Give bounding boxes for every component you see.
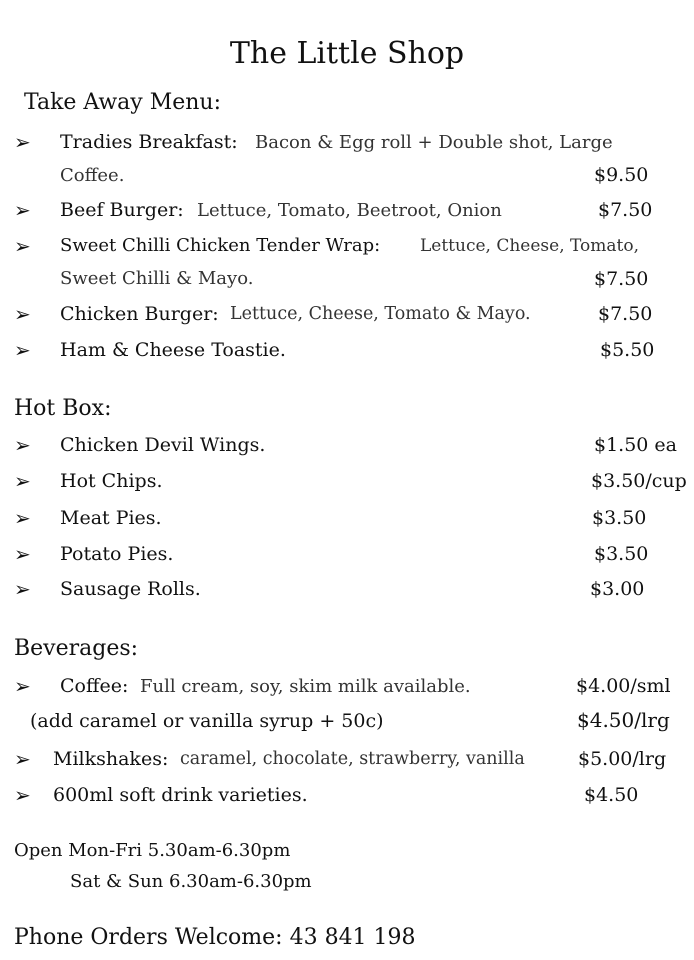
- item-name: Chicken Burger:: [60, 303, 219, 325]
- item-price: $7.50: [598, 303, 653, 325]
- bullet-arrow-icon: ➢: [14, 433, 31, 457]
- bullet-arrow-icon: ➢: [14, 130, 31, 154]
- item-description: Full cream, soy, skim milk available.: [140, 676, 471, 697]
- opening-hours-weekday: Open Mon-Fri 5.30am-6.30pm: [14, 840, 291, 861]
- item-name: Potato Pies.: [60, 543, 174, 565]
- item-name: Chicken Devil Wings.: [60, 434, 266, 456]
- section-heading-takeaway: Take Away Menu:: [24, 90, 221, 115]
- bullet-arrow-icon: ➢: [14, 234, 31, 258]
- section-heading-hotbox: Hot Box:: [14, 396, 112, 421]
- bullet-arrow-icon: ➢: [14, 674, 31, 698]
- item-description-cont: Sweet Chilli & Mayo.: [60, 268, 254, 289]
- item-name: Milkshakes:: [53, 748, 169, 770]
- item-price: $3.50: [594, 543, 649, 565]
- item-description: Bacon & Egg roll + Double shot, Large: [255, 132, 613, 153]
- item-price: $7.50: [598, 199, 653, 221]
- item-name: Sausage Rolls.: [60, 578, 201, 600]
- bullet-arrow-icon: ➢: [14, 198, 31, 222]
- bullet-arrow-icon: ➢: [14, 577, 31, 601]
- bullet-arrow-icon: ➢: [14, 783, 31, 807]
- item-description: Lettuce, Cheese, Tomato,: [420, 236, 639, 256]
- item-description-cont: Coffee.: [60, 165, 125, 186]
- opening-hours-weekend: Sat & Sun 6.30am-6.30pm: [70, 871, 312, 892]
- item-name: Tradies Breakfast:: [60, 131, 238, 153]
- item-price: $4.50: [584, 784, 639, 806]
- item-name: Meat Pies.: [60, 507, 162, 529]
- item-price: $1.50 ea: [594, 434, 678, 456]
- bullet-arrow-icon: ➢: [14, 469, 31, 493]
- item-description: caramel, chocolate, strawberry, vanilla: [180, 749, 525, 769]
- item-price: $3.50: [592, 507, 647, 529]
- item-price: $3.00: [590, 578, 645, 600]
- item-name: Beef Burger:: [60, 199, 184, 221]
- item-price: $4.50/lrg: [577, 708, 670, 732]
- item-name: Hot Chips.: [60, 470, 163, 492]
- bullet-arrow-icon: ➢: [14, 338, 31, 362]
- item-description: Lettuce, Tomato, Beetroot, Onion: [197, 200, 502, 221]
- bullet-arrow-icon: ➢: [14, 506, 31, 530]
- syrup-note: (add caramel or vanilla syrup + 50c): [30, 710, 384, 732]
- item-price: $7.50: [594, 268, 649, 290]
- item-price: $4.00/sml: [576, 675, 671, 697]
- section-heading-beverages: Beverages:: [14, 636, 139, 661]
- item-price: $5.50: [600, 339, 655, 361]
- bullet-arrow-icon: ➢: [14, 542, 31, 566]
- item-description: Lettuce, Cheese, Tomato & Mayo.: [230, 304, 531, 324]
- bullet-arrow-icon: ➢: [14, 302, 31, 326]
- item-price: $9.50: [594, 164, 649, 186]
- item-name: Sweet Chilli Chicken Tender Wrap:: [60, 235, 381, 256]
- item-price: $5.00/lrg: [578, 748, 667, 770]
- item-price: $3.50/cup: [591, 470, 687, 492]
- bullet-arrow-icon: ➢: [14, 747, 31, 771]
- item-name: 600ml soft drink varieties.: [53, 784, 308, 806]
- item-name: Ham & Cheese Toastie.: [60, 339, 286, 361]
- page-title: The Little Shop: [229, 36, 465, 71]
- phone-orders: Phone Orders Welcome: 43 841 198: [14, 925, 416, 950]
- item-name: Coffee:: [60, 675, 129, 697]
